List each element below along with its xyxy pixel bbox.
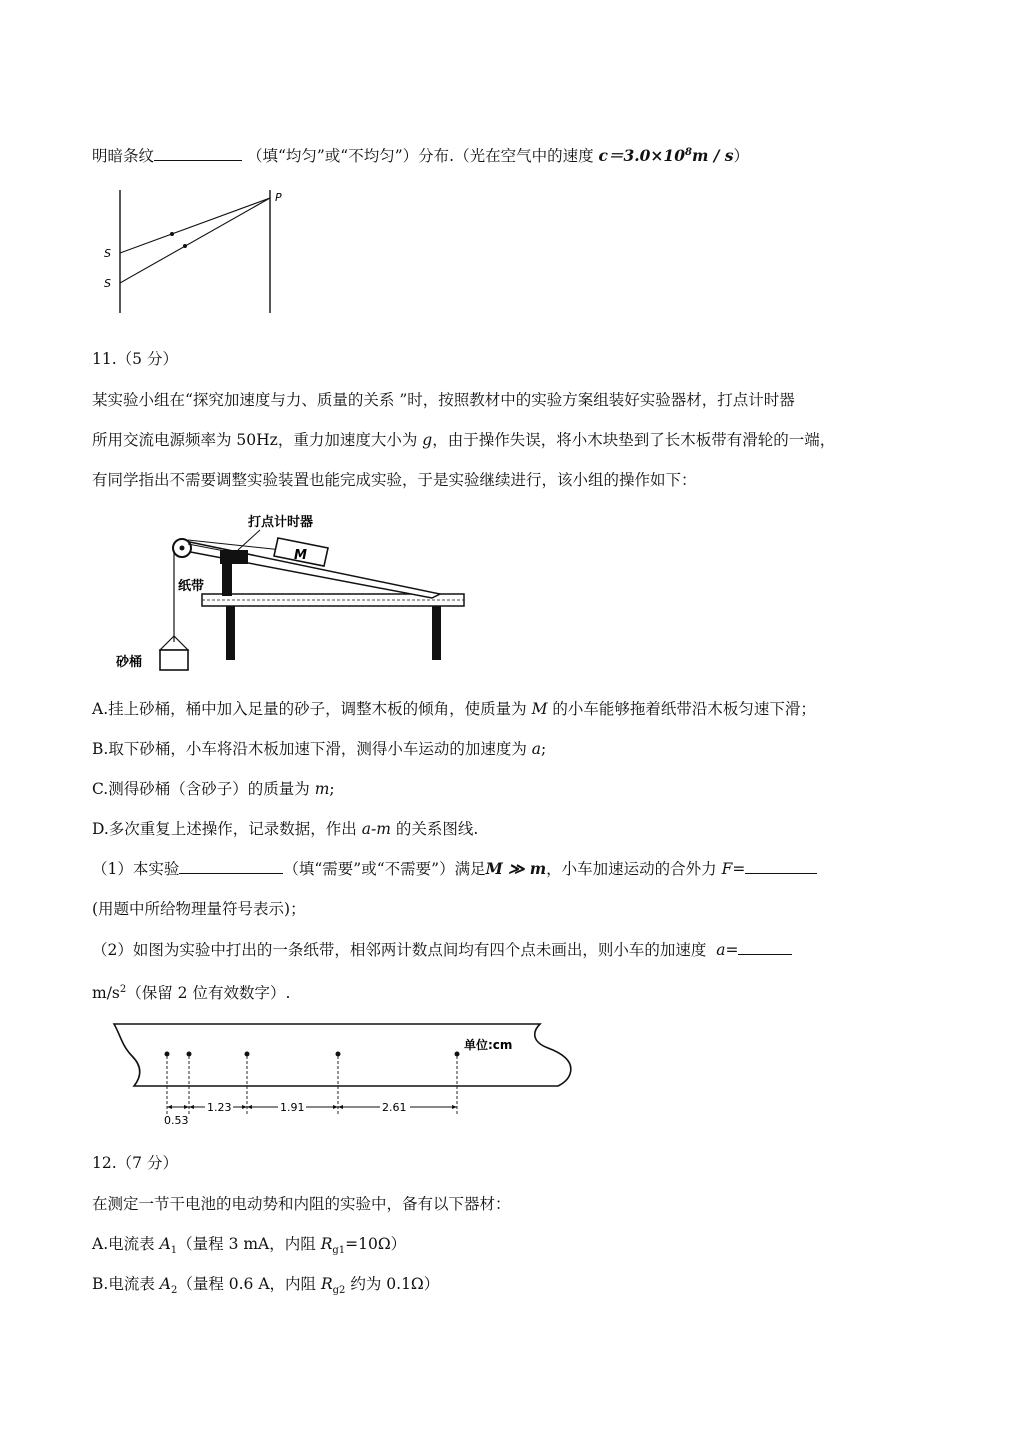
q10-text-mid: （填“均匀”或“不均匀”）分布.（光在空气中的速度 [246,147,594,166]
double-slit-figure [100,185,290,320]
q10-text-start: 明暗条纹 [92,147,155,166]
q11-sub1-condition: M ≫ m [485,859,547,878]
q11-paragraph-3: 有同学指出不需要调整实验装置也能完成实验，于是实验继续进行，该小组的操作如下： [92,471,697,489]
q12-item-b: B.电流表 $A_2$（量程 0.6 A，内阻 $R_{g2}$ 约为 0.1Ω） [92,1275,440,1297]
q11-sub-1-note: (用题中所给物理量符号表示)； [92,900,306,918]
q12-paragraph-1: 在测定一节干电池的电动势和内阻的实验中，备有以下器材： [92,1195,511,1213]
cart-mass-label: M [294,548,307,563]
point-p-label: P [275,191,282,204]
q10-line [92,142,749,167]
bucket-label: 砂桶 [116,655,143,670]
tape-dist-1: 0.53 [164,1114,189,1127]
paper-tape-figure [112,1018,582,1128]
q11-step-d: D.多次重复上述操作，记录数据，作出 a-m 的关系图线. [92,820,479,838]
q11-step-b: B.取下砂桶，小车将沿木板加速下滑，测得小车运动的加速度为 a; [92,740,547,758]
slit-s1-label: S [104,247,111,260]
q10-text-end: ） [733,147,750,166]
apparatus-figure [110,510,480,680]
q11-step-a: A.挂上砂桶，桶中加入足量的砂子，调整木板的倾角，使质量为 M 的小车能够拖着纸带沿木板匀速下滑； [92,700,816,718]
q12-header: 12.（7 分） [92,1154,178,1172]
timer-label: 打点计时器 [248,515,314,530]
q11-sub-2-unit: $m/s^2$（保留 2 位有效数字）. [92,984,291,1003]
tape-dist-2: 1.23 [207,1101,232,1114]
tape-dist-4: 2.61 [382,1101,407,1114]
q11-sub1-blank-force[interactable] [745,858,817,874]
q11-step-c: C.测得砂桶（含砂子）的质量为 m; [92,780,335,798]
q11-sub1-blank-need[interactable] [179,858,283,874]
q11-sub2-blank-accel[interactable] [738,939,792,955]
q11-header: 11.（5 分） [92,350,178,368]
q11-sub-1: （1）本实验 （填“需要”或“不需要”）满足M ≫ m，小车加速运动的合外力 F= [92,858,817,880]
tape-label: 纸带 [178,579,205,594]
q11-paragraph-1: 某实验小组在“探究加速度与力、质量的关系 ”时，按照教材中的实验方案组装好实验器材，打点计时器 [92,391,795,409]
q10-answer-blank[interactable] [154,145,242,161]
slit-s2-label: S [104,277,111,290]
q11-paragraph-2: 所用交流电源频率为 50Hz，重力加速度大小为 g，由于操作失误，将小木块垫到了长木板带有滑轮的一端， [92,431,836,449]
q12-item-a: A.电流表 $A_1$（量程 3 mA，内阻 $R_{g1}=10\Omega$） [92,1235,407,1257]
q10-speed-formula: $c=3.0\times 10^8m / s$ [598,146,734,166]
tape-unit-label: 单位:cm [464,1038,513,1052]
q11-sub-2: （2）如图为实验中打出的一条纸带，相邻两计数点间均有四个点未画出，则小车的加速度 a= [92,939,792,961]
tape-dist-3: 1.91 [280,1101,305,1114]
